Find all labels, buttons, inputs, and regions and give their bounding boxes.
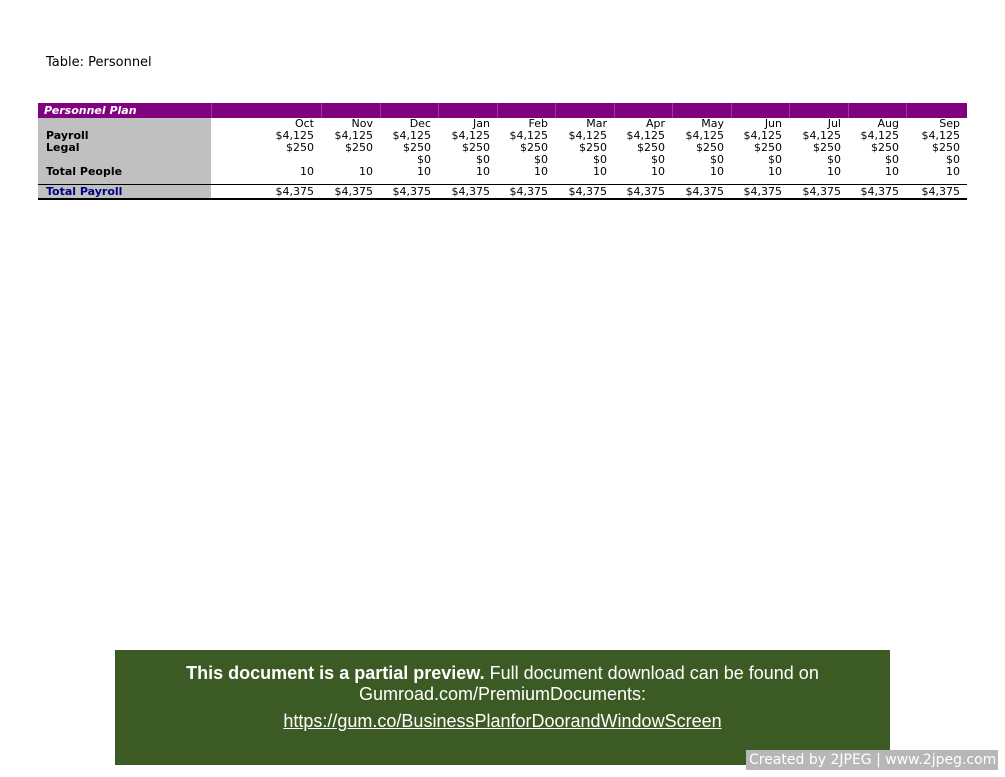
title-bar-cell [731, 103, 789, 118]
table-cell: $0 [593, 153, 607, 166]
banner-line2: Gumroad.com/PremiumDocuments: [358, 684, 647, 704]
table-cell: $250 [813, 141, 841, 154]
title-bar-cell [614, 103, 672, 118]
total-cell: $4,375 [789, 185, 848, 200]
title-bar-cell [789, 103, 848, 118]
personnel-plan-table [38, 103, 967, 200]
month-header: Nov [351, 117, 373, 130]
title-bar-cell [321, 103, 380, 118]
table-cell: $4,125 [921, 129, 960, 142]
table-cell: $0 [651, 153, 665, 166]
month-header: Mar [586, 117, 607, 130]
total-cell: $4,375 [731, 185, 789, 200]
table-cell: $250 [696, 141, 724, 154]
month-header: Sep [939, 117, 960, 130]
row-label: Total People [38, 166, 211, 178]
table-cell: 10 [768, 165, 782, 178]
month-header: Aug [877, 117, 899, 130]
table-cell: $4,125 [626, 129, 665, 142]
title-bar-cell [438, 103, 497, 118]
total-cell: $4,375 [497, 185, 555, 200]
table-cell: $250 [520, 141, 548, 154]
table-cell: $0 [885, 153, 899, 166]
table-cell: $250 [579, 141, 607, 154]
total-cell: $4,375 [380, 185, 438, 200]
table-cell: $250 [754, 141, 782, 154]
table-cell: $0 [946, 153, 960, 166]
table-cell: 10 [300, 165, 314, 178]
table-cell: $4,125 [685, 129, 724, 142]
table-cell: $0 [417, 153, 431, 166]
total-cell: $4,375 [211, 185, 321, 200]
row-label: Legal [38, 142, 211, 154]
title-bar-cell [211, 103, 321, 118]
banner-bold-text: This document is a partial preview. [186, 663, 485, 683]
title-bar-cell [380, 103, 438, 118]
table-cell: $0 [710, 153, 724, 166]
title-bar-cell [906, 103, 967, 118]
table-cell: 10 [417, 165, 431, 178]
table-cell: 10 [593, 165, 607, 178]
banner-rest-text: Full document download can be found on [484, 663, 819, 683]
table-cell: 10 [651, 165, 665, 178]
total-payroll-row [38, 185, 967, 200]
month-header: Apr [645, 117, 665, 130]
table-cell: $4,125 [451, 129, 490, 142]
watermark: Created by 2JPEG | www.2jpeg.com [746, 750, 998, 770]
table-cell: $4,125 [509, 129, 548, 142]
table-cell: $250 [637, 141, 665, 154]
title-bar-cell [497, 103, 555, 118]
table-cell: $4,125 [802, 129, 841, 142]
table-title-row [38, 103, 967, 118]
month-header: Jan [473, 117, 490, 130]
total-cell: $4,375 [672, 185, 731, 200]
table-cell: $4,125 [334, 129, 373, 142]
table-cell: 10 [476, 165, 490, 178]
month-header: Dec [409, 117, 431, 130]
table-cell: $0 [534, 153, 548, 166]
table-cell: $250 [932, 141, 960, 154]
table-cell: 10 [946, 165, 960, 178]
table-cell: $4,125 [275, 129, 314, 142]
total-cell: $4,375 [438, 185, 497, 200]
table-cell: $4,125 [743, 129, 782, 142]
table-cell: $4,125 [392, 129, 431, 142]
preview-banner [115, 650, 890, 765]
table-cell: 10 [827, 165, 841, 178]
table-cell: 10 [885, 165, 899, 178]
banner-text [115, 663, 890, 705]
table-cell: 10 [710, 165, 724, 178]
total-cell: $4,375 [848, 185, 906, 200]
month-header: Oct [294, 117, 314, 130]
month-header: Jun [764, 117, 782, 130]
table-row [38, 166, 967, 178]
month-header: Jul [827, 117, 841, 130]
month-header: Feb [528, 117, 548, 130]
table-caption: Table: Personnel [46, 55, 152, 70]
table-cell: $250 [345, 141, 373, 154]
table-cell: $4,125 [568, 129, 607, 142]
download-link[interactable]: https://gum.co/BusinessPlanforDoorandWindowScreen [283, 711, 722, 731]
table-cell: $250 [403, 141, 431, 154]
total-cell: $4,375 [321, 185, 380, 200]
table-title: Personnel Plan [38, 103, 211, 118]
table-cell: 10 [359, 165, 373, 178]
title-bar-cell [555, 103, 614, 118]
title-bar-cell [848, 103, 906, 118]
title-bar-cell [672, 103, 731, 118]
total-label: Total Payroll [38, 185, 211, 200]
row-label: Payroll [38, 130, 211, 142]
table-cell: $250 [286, 141, 314, 154]
total-cell: $4,375 [614, 185, 672, 200]
table-cell: $250 [871, 141, 899, 154]
total-cell: $4,375 [555, 185, 614, 200]
table-cell: 10 [534, 165, 548, 178]
table-cell: $0 [476, 153, 490, 166]
table-cell: $4,125 [860, 129, 899, 142]
table-cell: $0 [827, 153, 841, 166]
table-cell: $250 [462, 141, 490, 154]
month-header: May [701, 117, 724, 130]
total-cell: $4,375 [906, 185, 967, 200]
table-cell: $0 [768, 153, 782, 166]
